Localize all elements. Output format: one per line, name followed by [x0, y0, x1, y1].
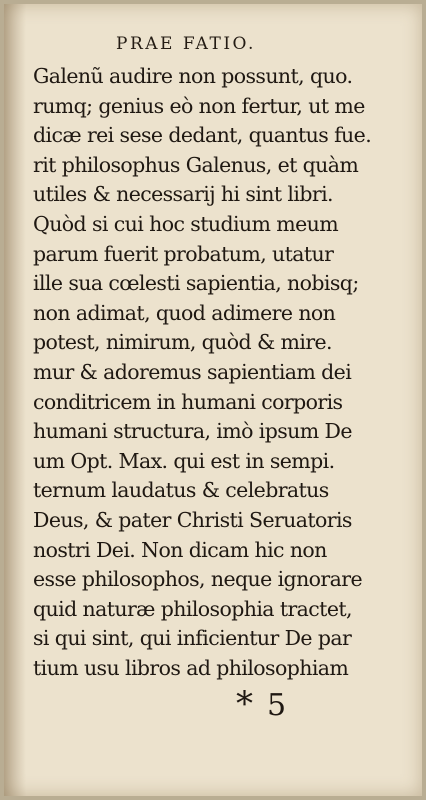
text-line: ternum laudatus & celebratus: [33, 478, 329, 503]
text-line: conditricem in humani corporis: [33, 389, 343, 414]
text-line: Quòd si cui hoc studium meum: [33, 211, 339, 236]
text-line: mur & adoremus sapientiam dei: [33, 359, 352, 384]
text-line: um Opt. Max. qui est in sempi.: [33, 448, 335, 473]
book-page: [4, 4, 422, 796]
text-line: tium usu libros ad philosophiam: [33, 655, 349, 680]
text-line: nostri Dei. Non dicam hic non: [33, 537, 327, 562]
text-line: humani structura, imò ipsum De: [33, 419, 352, 444]
text-line: ille sua cœlesti sapientia, nobisq;: [33, 271, 359, 296]
body-text: [33, 62, 383, 683]
text-line: utiles & necessarij hi sint libri.: [33, 182, 333, 207]
text-line: esse philosophos, neque ignorare: [33, 567, 362, 592]
text-line: si qui sint, qui inficientur De par: [33, 626, 352, 651]
text-line: Deus, & pater Christi Seruatoris: [33, 507, 352, 532]
page-gutter-shadow: [4, 4, 26, 796]
signature-number: 5: [267, 688, 287, 723]
signature-mark: [236, 684, 286, 724]
running-header: PRAE FATIO.: [116, 34, 256, 54]
text-line: rit philosophus Galenus, et quàm: [33, 152, 359, 177]
text-line: rumq; genius eò non fertur, ut me: [33, 93, 365, 118]
text-line: quid naturæ philosophia tractet,: [33, 596, 352, 621]
text-line: dicæ rei sese dedant, quantus fue.: [33, 123, 372, 148]
text-line: parum fuerit probatum, utatur: [33, 241, 334, 266]
asterisk-mark: *: [236, 684, 253, 724]
text-line: non adimat, quod adimere non: [33, 300, 336, 325]
text-line: Galenũ audire non possunt, quo.: [33, 64, 353, 88]
text-line: potest, nimirum, quòd & mire.: [33, 330, 332, 355]
